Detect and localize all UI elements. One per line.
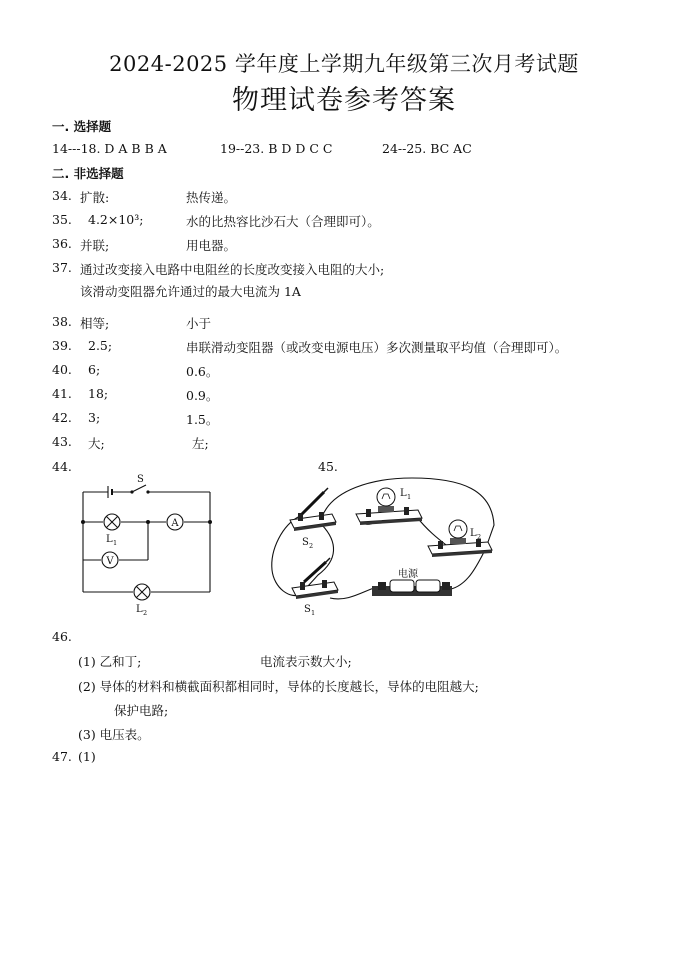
switch-s1-label: S (304, 604, 311, 615)
q46-part1-answer: 电流表示数大小; (260, 654, 352, 669)
q38-number: 38. (52, 314, 72, 329)
q40-answer-1: 6; (88, 362, 101, 377)
q46-number: 46. (52, 629, 72, 644)
choice-answers-19-23: 19--23. B D D C C (220, 141, 333, 156)
lamp-l1-subscript: 1 (407, 493, 412, 501)
lamp-l1-subscript: 1 (113, 539, 118, 547)
q39-answer-1: 2.5; (88, 338, 113, 353)
choice-answers-14-18: 14---18. D A B B A (52, 141, 167, 156)
q42-answer-2: 1.5。 (186, 412, 219, 427)
lamp-l2-symbol (134, 584, 150, 600)
q46-part3: (3) 电压表。 (78, 727, 150, 742)
title-line-2: 物理试卷参考答案 (232, 85, 456, 116)
q35-answer-1: 4.2×10³; (88, 212, 144, 227)
q46-part1-label: (1) 乙和丁; (78, 654, 142, 669)
q40-number: 40. (52, 362, 72, 377)
q40-answer-2: 0.6。 (186, 364, 219, 379)
q34-answer-1: 扩散: (80, 190, 110, 205)
section-choice-heading: 一. 选择题 (52, 119, 112, 134)
switch-s-label: S (137, 474, 144, 485)
lamp-l1-label: L (106, 534, 113, 545)
title-line-1: 2024-2025 学年度上学期九年级第三次月考试题 (109, 52, 579, 76)
q38-answer-2: 小于 (186, 316, 212, 331)
voltmeter-symbol (102, 552, 118, 568)
ammeter-letter: A (171, 518, 179, 529)
section-nonchoice-heading: 二. 非选择题 (52, 166, 124, 181)
lamp-l2-subscript: 2 (477, 533, 482, 541)
q43-answer-2: 左; (192, 436, 209, 451)
lamp-l2-subscript: 2 (143, 609, 148, 617)
choice-answers-24-25: 24--25. BC AC (382, 141, 472, 156)
junction-dot (81, 520, 85, 524)
q41-answer-1: 18; (88, 386, 109, 401)
q46-part2-line2: 保护电路; (114, 703, 169, 718)
q41-number: 41. (52, 386, 72, 401)
q47-number: 47. (52, 749, 72, 764)
lamp-l2-label: L (136, 604, 143, 615)
q36-answer-1: 并联; (80, 238, 110, 253)
q37-line-2: 该滑动变阻器允许通过的最大电流为 1A (80, 284, 301, 299)
ammeter-symbol (167, 514, 183, 530)
q43-answer-1: 大; (88, 436, 105, 451)
junction-dot (146, 520, 150, 524)
q39-number: 39. (52, 338, 72, 353)
q43-number: 43. (52, 434, 72, 449)
q35-answer-2: 水的比热容比沙石大（合理即可）。 (186, 214, 380, 229)
lamp-l1-apparatus (356, 488, 422, 525)
voltmeter-letter: V (106, 556, 114, 567)
q34-answer-2: 热传递。 (186, 190, 237, 205)
q34-number: 34. (52, 188, 72, 203)
power-source-label: 电源 (398, 569, 418, 580)
lamp-l2-label: L (470, 528, 477, 539)
q38-answer-1: 相等; (80, 316, 110, 331)
junction-dot (208, 520, 212, 524)
switch-s1-subscript: 1 (311, 609, 316, 617)
switch-blade (132, 485, 146, 492)
q44-number: 44. (52, 459, 72, 474)
switch-s2-label: S (302, 537, 309, 548)
switch-s2-subscript: 2 (309, 542, 314, 550)
lamp-l1-symbol (104, 514, 120, 530)
q42-answer-1: 3; (88, 410, 101, 425)
q36-answer-2: 用电器。 (186, 238, 237, 253)
q35-number: 35. (52, 212, 72, 227)
lamp-l1-label: L (400, 488, 407, 499)
q47-part1: (1) (78, 749, 96, 764)
q42-number: 42. (52, 410, 72, 425)
q39-answer-2: 串联滑动变阻器（或改变电源电压）多次测量取平均值（合理即可）。 (186, 340, 568, 355)
switch-s2-apparatus (290, 488, 336, 531)
q41-answer-2: 0.9。 (186, 388, 219, 403)
q44-circuit-diagram (70, 472, 220, 618)
q46-part2-line1: (2) 导体的材料和横截面积都相同时，导体的长度越长，导体的电阻越大; (78, 679, 479, 694)
power-source-apparatus (372, 580, 452, 596)
q37-line-1: 通过改变接入电路中电阻丝的长度改变接入电阻的大小; (80, 262, 385, 277)
q45-number: 45. (318, 459, 338, 474)
q45-physical-circuit-diagram (262, 470, 500, 618)
q36-number: 36. (52, 236, 72, 251)
q37-number: 37. (52, 260, 72, 275)
